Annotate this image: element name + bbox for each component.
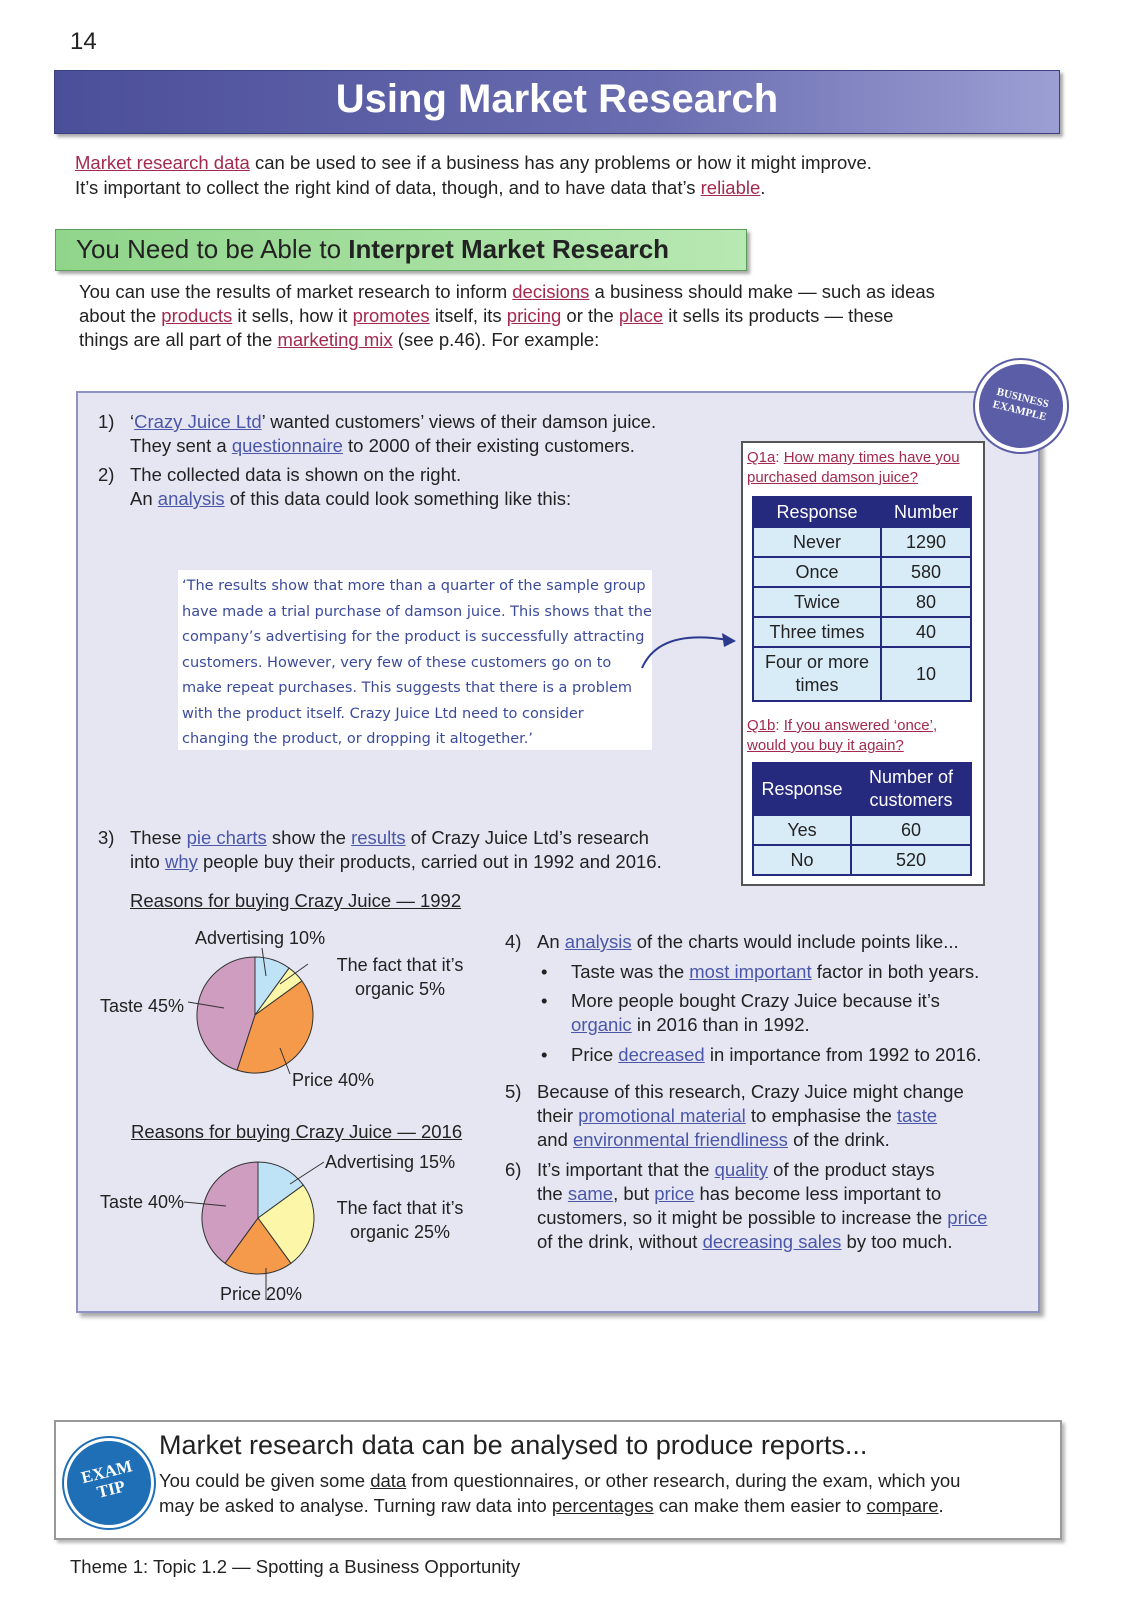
pie-1992-label-taste: Taste 45% xyxy=(100,996,185,1016)
q1b-question: Q1b: If you answered ‘once’, would you buy it again? xyxy=(747,717,938,754)
pie-1992-label-price: Price 40% xyxy=(292,1070,375,1090)
section-heading: You Need to be Able to Interpret Market Research xyxy=(55,229,747,271)
link-analysis[interactable]: analysis xyxy=(157,488,225,509)
exam-tip-heading: Market research data can be analysed to produce reports... xyxy=(159,1430,868,1460)
chart-title-2016: Reasons for buying Crazy Juice — 2016 xyxy=(131,1121,463,1142)
list-item: • Taste was the most important factor in both years. xyxy=(541,961,980,982)
analysis-quote: ‘The results show that more than a quarter of the sample group have made a trial purchase of damson juice. This shows that the company’s advertising for the product is successfully attracting customers. However, very few of these customers go on to make repeat purchases. This suggests that there is a problem with the product itself. Crazy Juice Ltd need to consider changing the product, or dropping it altogether.’ xyxy=(178,570,652,750)
link-price[interactable]: price xyxy=(654,1183,695,1204)
table-row: Twice 80 xyxy=(753,587,971,617)
link-environmental-friendliness[interactable]: environmental friendliness xyxy=(573,1129,788,1150)
table-row: Yes 60 xyxy=(753,815,971,845)
table-row: No 520 xyxy=(753,845,971,875)
link-reliable[interactable]: reliable xyxy=(700,177,761,198)
exam-tip-body: You could be given some data from questionnaires, or other research, during the exam, which you may be asked to analyse. Turning raw data into percentages can make them easier to compare. xyxy=(159,1470,961,1516)
link-same[interactable]: same xyxy=(567,1183,614,1204)
link-decreased[interactable]: decreased xyxy=(618,1044,705,1065)
link-data[interactable]: data xyxy=(370,1470,407,1491)
table-row: Three times 40 xyxy=(753,617,971,647)
chart-title-1992: Reasons for buying Crazy Juice — 1992 xyxy=(130,890,462,911)
link-percentages[interactable]: percentages xyxy=(551,1495,654,1516)
example-item-2: 2) The collected data is shown on the right. An analysis of this data could look something like this: xyxy=(98,464,572,509)
link-price-increase[interactable]: price xyxy=(947,1207,988,1228)
link-most-important[interactable]: most important xyxy=(689,961,812,982)
table-row: Once 580 xyxy=(753,557,971,587)
link-decreasing-sales[interactable]: decreasing sales xyxy=(702,1231,842,1252)
link-crazy-juice[interactable]: Crazy Juice Ltd xyxy=(134,411,262,432)
q1a-question: Q1a: How many times have you purchased damson juice? xyxy=(747,449,960,486)
pie-1992-label-organic: The fact that it’s organic 5% xyxy=(336,955,464,999)
page-footer: Theme 1: Topic 1.2 — Spotting a Business Opportunity xyxy=(70,1556,521,1577)
pie-2016-label-price: Price 20% xyxy=(220,1284,303,1304)
section-paragraph: You can use the results of market research to inform decisions a business should make — such as ideas about the products it sells, how it promotes itself, its pricing or the place it sells its products — these things are all part of the marketing mix (see p.46). For example: xyxy=(79,281,935,350)
exam-tip-badge: EXAM TIP xyxy=(64,1438,154,1528)
link-place[interactable]: place xyxy=(618,305,664,326)
q1a-table: Response Number Never 1290 Once 580 Twice 80 Three times 40 Four or more times 10 xyxy=(752,496,972,702)
link-promotional-material[interactable]: promotional material xyxy=(578,1105,746,1126)
table-row: Four or more times 10 xyxy=(753,647,971,701)
page-number: 14 xyxy=(70,28,97,55)
example-item-1: 1) ‘Crazy Juice Ltd’ wanted customers’ views of their damson juice. They sent a questionnaire to 2000 of their existing customers. xyxy=(98,411,657,456)
link-analysis-charts[interactable]: analysis xyxy=(564,931,632,952)
link-taste[interactable]: taste xyxy=(896,1105,938,1126)
business-example-badge: BUSINESS EXAMPLE xyxy=(975,360,1067,452)
intro-paragraph: Market research data can be used to see if a business has any problems or how it might improve. It’s important to collect the right kind of data, though, and to have data that’s reliable. xyxy=(75,152,872,198)
page-title: Using Market Research xyxy=(335,77,779,121)
example-item-3: 3) These pie charts show the results of Crazy Juice Ltd’s research into why people buy their products, carried out in 1992 and 2016. xyxy=(98,827,662,872)
link-quality[interactable]: quality xyxy=(714,1159,769,1180)
pie-2016-label-advertising: Advertising 15% xyxy=(325,1152,456,1172)
title-banner xyxy=(54,70,1060,134)
link-compare[interactable]: compare xyxy=(866,1495,939,1516)
q1b-table: Response Number of customers Yes 60 No 520 xyxy=(752,762,972,876)
pie-2016-label-taste: Taste 40% xyxy=(100,1192,185,1212)
list-item: • More people bought Crazy Juice because it’s organic in 2016 than in 1992. xyxy=(541,990,940,1035)
link-products[interactable]: products xyxy=(161,305,233,326)
link-promotes[interactable]: promotes xyxy=(352,305,430,326)
link-decisions[interactable]: decisions xyxy=(512,281,590,302)
link-pricing[interactable]: pricing xyxy=(506,305,562,326)
arrow-icon xyxy=(638,626,738,676)
link-questionnaire[interactable]: questionnaire xyxy=(231,435,343,456)
pie-1992-label-advertising: Advertising 10% xyxy=(195,928,326,948)
link-organic[interactable]: organic xyxy=(571,1014,632,1035)
pie-2016-label-organic: The fact that it’s organic 25% xyxy=(336,1198,464,1242)
link-pie-charts[interactable]: pie charts xyxy=(186,827,267,848)
link-why[interactable]: why xyxy=(164,851,198,872)
link-market-research-data[interactable]: Market research data xyxy=(75,152,250,173)
link-results[interactable]: results xyxy=(351,827,406,848)
table-row: Never 1290 xyxy=(753,527,971,557)
list-item: • Price decreased in importance from 1992 to 2016. xyxy=(541,1044,982,1065)
link-marketing-mix[interactable]: marketing mix xyxy=(277,329,393,350)
